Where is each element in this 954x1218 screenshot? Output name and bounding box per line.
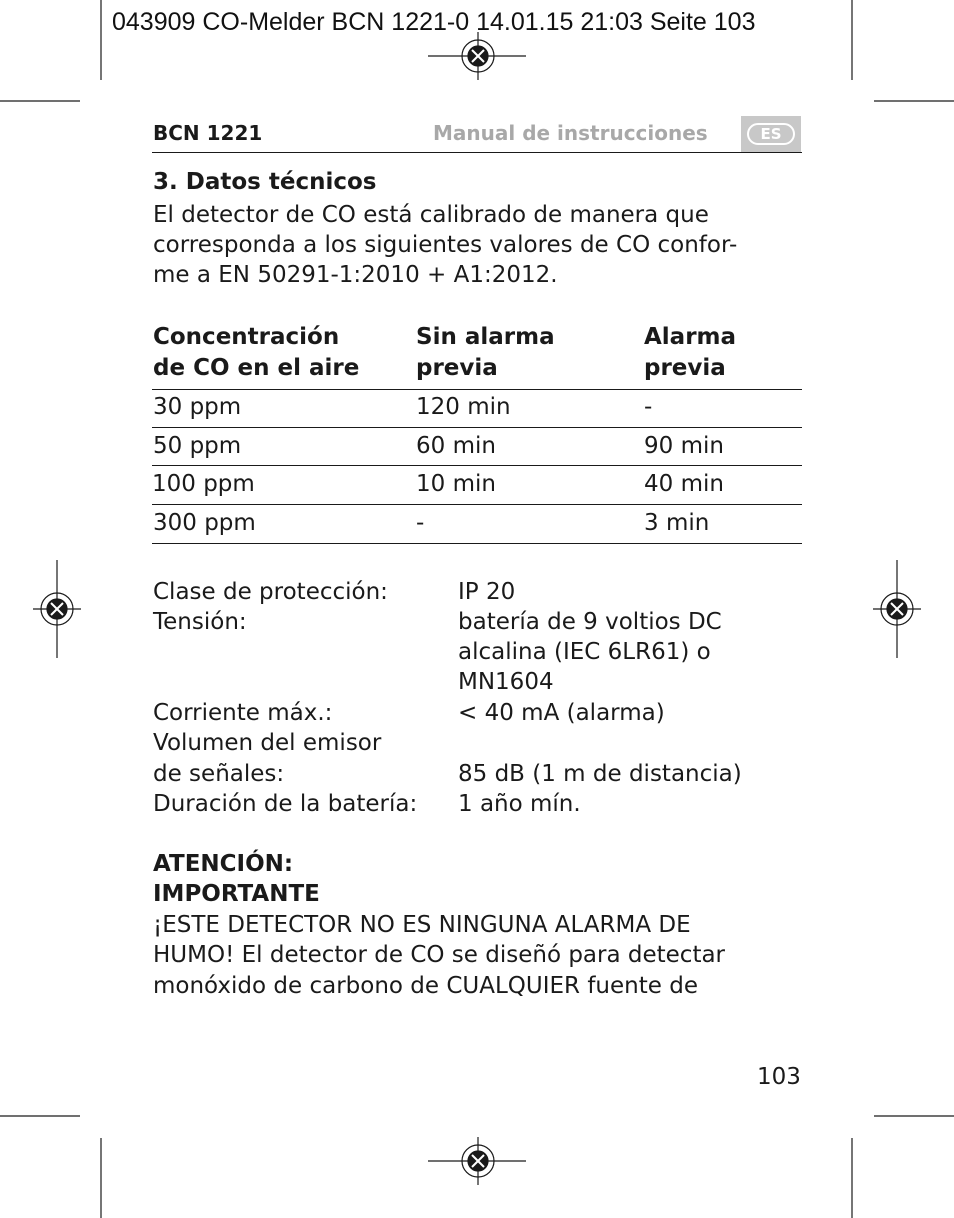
- table-rule: [152, 427, 802, 428]
- intro-line: me a EN 50291-1:2010 + A1:2012.: [153, 262, 558, 288]
- header-line: Concentración: [153, 324, 340, 350]
- spec-label: Clase de protección:: [153, 579, 388, 605]
- spec-value: 1 año mín.: [458, 791, 581, 817]
- language-code: ES: [747, 123, 795, 145]
- section-heading: 3. Datos técnicos: [153, 169, 377, 195]
- spec-label: Corriente máx.:: [153, 700, 333, 726]
- registration-mark-icon: [428, 32, 526, 80]
- warning-line: HUMO! El detector de CO se diseñó para detectar: [153, 942, 726, 968]
- table-cell: 40 min: [644, 471, 724, 497]
- table-cell: -: [416, 510, 425, 536]
- page-number: 103: [757, 1064, 801, 1090]
- header-line: previa: [644, 355, 726, 381]
- header-line: Alarma: [644, 324, 737, 350]
- spec-value: batería de 9 voltios DC: [458, 609, 722, 635]
- table-rule: [152, 389, 802, 390]
- spec-label: Duración de la batería:: [153, 791, 418, 817]
- spec-label: Tensión:: [153, 609, 247, 635]
- table-header-prealarm: [644, 322, 736, 384]
- header-rule: [152, 152, 802, 153]
- spec-label: de señales:: [153, 761, 285, 787]
- spec-value: alcalina (IEC 6LR61) o: [458, 639, 711, 665]
- spec-label: Volumen del emisor: [153, 730, 382, 756]
- header-model: BCN 1221: [153, 121, 263, 145]
- table-rule: [152, 465, 802, 466]
- table-cell: 3 min: [644, 510, 710, 536]
- table-cell: 300 ppm: [153, 510, 256, 536]
- registration-mark-icon: [33, 560, 81, 658]
- header-line: Sin alarma: [416, 324, 555, 350]
- header-line: de CO en el aire: [153, 355, 360, 381]
- intro-line: corresponda a los siguientes valores de CO confor-: [153, 232, 738, 258]
- table-cell: 10 min: [416, 471, 496, 497]
- header-manual-title: Manual de instrucciones: [433, 121, 708, 145]
- table-cell: 30 ppm: [153, 394, 242, 420]
- spec-value: MN1604: [458, 669, 554, 695]
- table-cell: 60 min: [416, 433, 496, 459]
- language-badge: [741, 116, 801, 152]
- spec-value: 85 dB (1 m de distancia): [458, 761, 742, 787]
- warning-line: ¡ESTE DETECTOR NO ES NINGUNA ALARMA DE: [153, 912, 691, 938]
- registration-mark-icon: [873, 560, 921, 658]
- table-cell: 100 ppm: [152, 471, 255, 497]
- table-rule: [152, 504, 802, 505]
- table-cell: 120 min: [416, 394, 511, 420]
- warning-title-line: ATENCIÓN:: [153, 851, 294, 877]
- warning-title: [153, 849, 320, 909]
- registration-mark-icon: [428, 1137, 526, 1185]
- header-line: previa: [416, 355, 498, 381]
- table-cell: 90 min: [644, 433, 724, 459]
- table-rule: [152, 543, 802, 544]
- table-header-concentration: [153, 322, 359, 384]
- warning-title-line: IMPORTANTE: [153, 881, 320, 907]
- print-slug: 043909 CO-Melder BCN 1221-0 14.01.15 21:03 Seite 103: [112, 8, 756, 36]
- warning-line: monóxido de carbono de CUALQUIER fuente de: [153, 973, 698, 999]
- table-cell: -: [644, 394, 653, 420]
- table-header-no-prealarm: [416, 322, 555, 384]
- spec-value: IP 20: [458, 579, 516, 605]
- table-cell: 50 ppm: [153, 433, 242, 459]
- intro-line: El detector de CO está calibrado de manera que: [153, 202, 709, 228]
- spec-value: < 40 mA (alarma): [458, 700, 665, 726]
